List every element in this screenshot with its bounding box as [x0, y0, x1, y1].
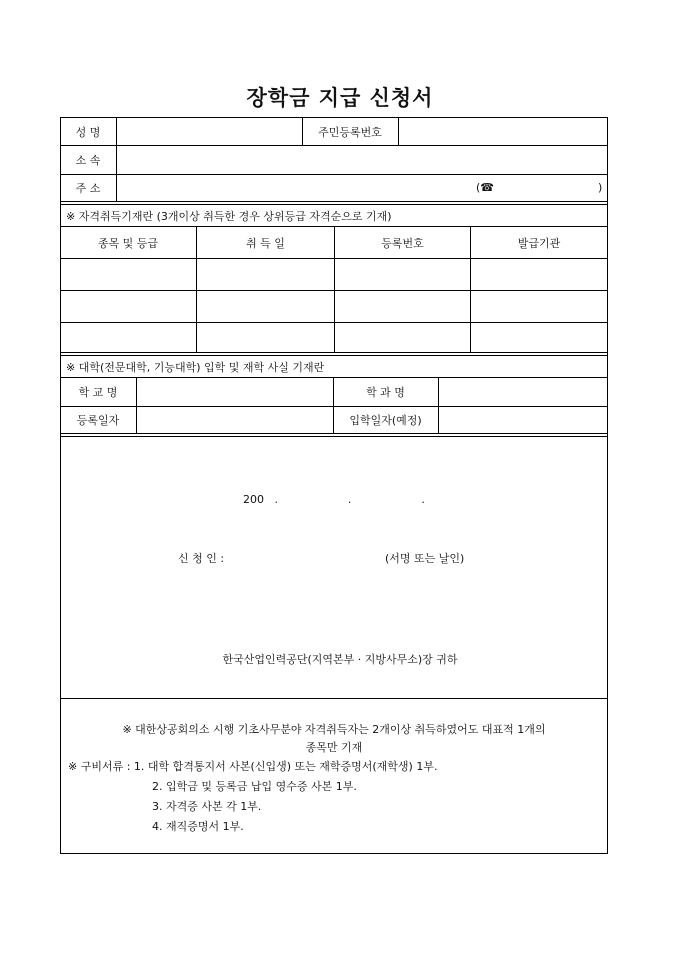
qualification-header: 종목 및 등급: [97, 236, 159, 250]
recipient-line: 한국산업인력공단(지역본부 · 지방사무소)장 귀하: [222, 653, 458, 666]
qualification-note: ※ 자격취득기재란 (3개이상 취득한 경우 상위등급 자격순으로 기재): [66, 209, 392, 223]
name-label: 성 명: [75, 125, 101, 139]
admission-date-label: 입학일자(예정): [349, 414, 422, 427]
registration-date-label: 등록일자: [76, 414, 120, 427]
department-field[interactable]: [439, 378, 607, 406]
qualification-cell[interactable]: [197, 323, 334, 352]
divider: [60, 436, 608, 437]
university-note: ※ 대학(전문대학, 기능대학) 입학 및 재학 사실 기재란: [66, 360, 325, 374]
affiliation-label: 소 속: [75, 154, 101, 167]
signature-label: (서명 또는 날인): [385, 552, 465, 565]
qualification-cell[interactable]: [60, 323, 196, 352]
application-date: 200 . . .: [243, 493, 425, 506]
phone-field[interactable]: [476, 181, 603, 194]
divider: [60, 352, 608, 353]
affiliation-field[interactable]: [117, 146, 607, 174]
qualification-cell[interactable]: [197, 291, 334, 322]
school-field[interactable]: [137, 378, 333, 406]
qualification-header: 발급기관: [517, 236, 561, 250]
qualification-cell[interactable]: [471, 259, 607, 290]
qualification-cell[interactable]: [335, 323, 470, 352]
qualification-cell[interactable]: [60, 291, 196, 322]
phone-open: (: [476, 181, 481, 194]
form-title: 장학금 지급 신청서: [246, 85, 434, 110]
address-label: 주 소: [75, 182, 101, 195]
qualification-cell[interactable]: [335, 259, 470, 290]
divider: [60, 433, 608, 434]
registration-date-field[interactable]: [137, 407, 333, 433]
name-field[interactable]: [117, 118, 302, 145]
admission-date-field[interactable]: [439, 407, 607, 433]
telephone-icon: ☎: [480, 181, 494, 194]
qualification-cell[interactable]: [335, 291, 470, 322]
required-docs-3: 3. 자격증 사본 각 1부.: [152, 800, 262, 813]
required-docs-2: 2. 입학금 및 등록금 납입 영수증 사본 1부.: [152, 780, 357, 793]
divider: [60, 201, 608, 202]
department-label: 학 과 명: [366, 386, 405, 399]
divider: [60, 698, 608, 699]
note-line-2: 종목만 기재: [305, 741, 363, 754]
qualification-cell[interactable]: [197, 259, 334, 290]
phone-close: ): [598, 181, 603, 194]
required-docs-1: ※ 구비서류 : 1. 대학 합격통지서 사본(신입생) 또는 재학증명서(재학생) 1부.: [68, 760, 438, 773]
required-docs-4: 4. 재직증명서 1부.: [152, 820, 244, 833]
address-field[interactable]: [117, 175, 467, 201]
qualification-cell[interactable]: [471, 291, 607, 322]
qualification-header: 취 득 일: [246, 236, 285, 250]
qualification-cell[interactable]: [471, 323, 607, 352]
applicant-label: 신 청 인 :: [178, 552, 225, 565]
qualification-header: 등록번호: [381, 236, 424, 250]
qualification-cell[interactable]: [60, 259, 196, 290]
school-label: 학 교 명: [78, 386, 118, 399]
rrn-label: 주민등록번호: [318, 125, 382, 139]
rrn-field[interactable]: [399, 118, 607, 145]
note-line-1: ※ 대한상공회의소 시행 기초사무분야 자격취득자는 2개이상 취득하였어도 대표적 1개의: [122, 723, 546, 736]
